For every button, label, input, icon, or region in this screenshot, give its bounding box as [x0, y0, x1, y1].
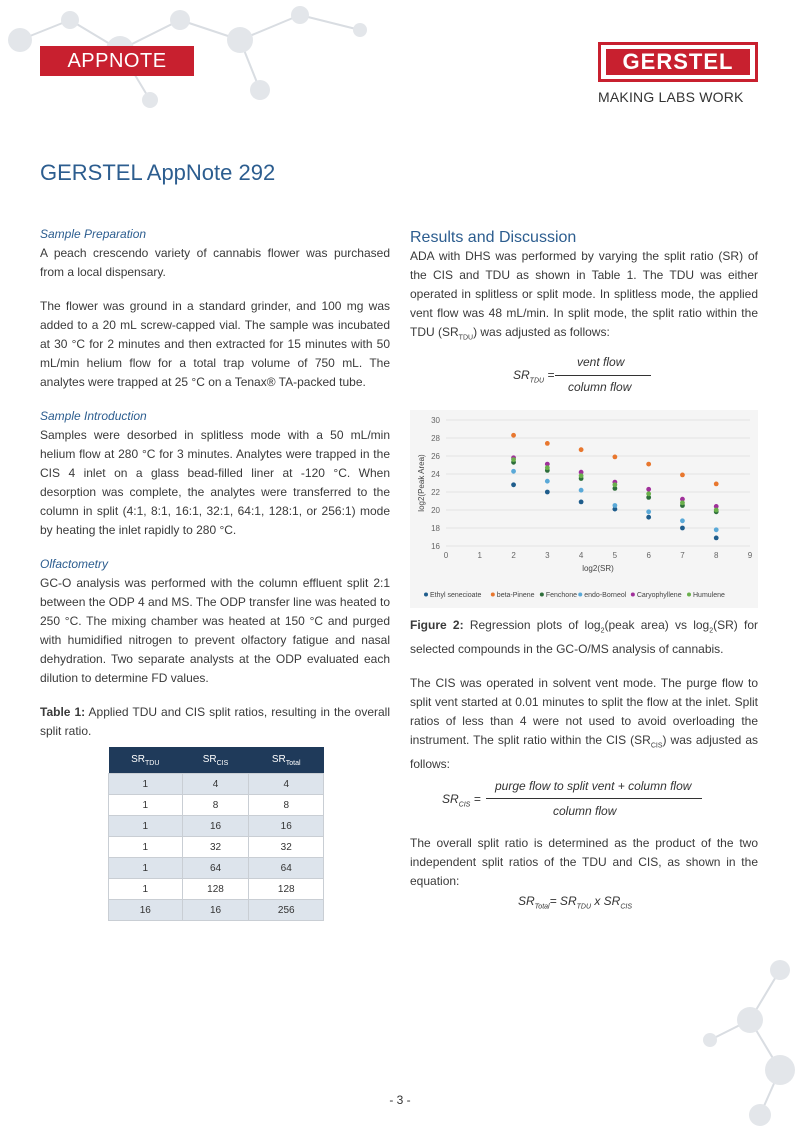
data-point	[545, 490, 550, 495]
table-caption-text: Applied TDU and CIS split ratios, resulting in the overall split ratio.	[40, 705, 390, 738]
page-number: - 3 -	[389, 1093, 411, 1107]
y-tick-label: 16	[431, 542, 440, 551]
section-heading-sample-introduction: Sample Introduction	[40, 409, 147, 423]
x-tick-label: 3	[545, 551, 550, 560]
data-point	[646, 462, 651, 467]
regression-chart	[410, 410, 758, 608]
equation-sr-tdu-numerator: vent flow	[577, 355, 625, 369]
data-point	[579, 473, 584, 478]
x-tick-label: 5	[612, 551, 618, 560]
table-cell: 1	[109, 816, 183, 837]
table-row	[109, 900, 324, 921]
x-tick-label: 8	[713, 551, 719, 560]
data-point	[714, 508, 719, 513]
legend-entry: Humulene	[693, 592, 725, 599]
paragraph: ADA with DHS was performed by varying the split ratio (SR) of the CIS and TDU as shown in Table 1. The TDU was either operated in splitless or split mode. In splitless mode, the applied vent flow was 48 mL/min. In split mode, the split ratio within the TDU $(SR_{TDU})$ was adjusted as follows:	[410, 249, 758, 342]
data-point	[646, 515, 651, 520]
data-point	[680, 518, 685, 523]
table-cell: 128	[182, 879, 249, 900]
table-cell: 1	[109, 837, 183, 858]
paragraph: The CIS was operated in solvent vent mode. The purge flow to split vent started at 0.01 minutes to split the flow at the inlet. Split ratios of less than 4 were not used to avoid overloading the instrument. The split ratio within the CIS $(SR_{CIS})$ was adjusted as follows:	[410, 676, 758, 772]
right-column-bottom	[410, 834, 758, 891]
y-tick-label: 28	[431, 434, 440, 443]
data-point	[579, 447, 584, 452]
equation-sr-tdu-lhs: $SR_{TDU}$ =	[513, 368, 555, 385]
legend-marker	[631, 593, 635, 597]
table-cell: 8	[249, 795, 324, 816]
gerstel-logo	[598, 42, 758, 82]
paragraph: The overall split ratio is determined as the product of the two independent split ratios of the TDU and CIS, as shown in the equation:	[410, 836, 758, 888]
y-tick-label: 24	[431, 470, 440, 479]
data-point	[680, 500, 685, 505]
table-row	[109, 774, 324, 795]
x-tick-label: 2	[511, 551, 516, 560]
table-caption-label: Table 1:	[40, 705, 86, 719]
data-point	[511, 482, 516, 487]
tagline: MAKING LABS WORK	[598, 89, 744, 105]
legend-marker	[491, 593, 495, 597]
table-cell: 4	[249, 774, 324, 795]
x-tick-label: 7	[680, 551, 685, 560]
x-axis-label: log2(SR)	[582, 564, 614, 573]
paragraph: A peach crescendo variety of cannabis flower was purchased from a local dispensary.	[40, 246, 390, 279]
column-header: $SR_{Total}$	[249, 747, 324, 774]
appnote-badge: APPNOTE	[40, 46, 194, 76]
legend-entry: Caryophyllene	[636, 592, 682, 599]
legend-marker	[424, 593, 428, 597]
table-cell: 16	[182, 900, 249, 921]
table-caption	[40, 703, 390, 741]
table-cell: 16	[182, 816, 249, 837]
data-point	[612, 482, 617, 487]
data-point	[545, 441, 550, 446]
legend-entry: Ethyl senecioate	[430, 592, 482, 599]
table-cell: 16	[249, 816, 324, 837]
data-point	[612, 503, 617, 508]
legend-marker	[578, 593, 582, 597]
data-point	[511, 433, 516, 438]
y-tick-label: 30	[431, 416, 440, 425]
table-row	[109, 879, 324, 900]
paragraph: Samples were desorbed in splitless mode with a 50 mL/min helium flow at 280 °C for 3 minutes. Analytes were trapped in the CIS 4 inlet on a glass bead-filled liner at -120 °C. When desorption was complete, the analytes were transferred to the column in split (4:1, 8:1, 16:1, 32:1, 64:1, 128:1, or 256:1) mode by heating the inlet rapidly to 280 °C.	[40, 428, 390, 537]
table-cell: 1	[109, 774, 183, 795]
legend-entry: beta-Pinene	[496, 592, 535, 599]
equation-sr-cis-numerator: purge flow to split vent + column flow	[495, 779, 692, 793]
logo-text: GERSTEL	[606, 49, 750, 75]
equation-sr-cis-denominator: column flow	[553, 804, 617, 818]
data-point	[511, 469, 516, 474]
column-header: $SR_{CIS}$	[182, 747, 249, 774]
right-column-mid	[410, 674, 758, 774]
table-cell: 16	[109, 900, 183, 921]
table-cell: 64	[182, 858, 249, 879]
y-tick-label: 26	[431, 452, 440, 461]
x-tick-label: 9	[747, 551, 753, 560]
fraction-line	[486, 798, 702, 799]
data-point	[714, 527, 719, 532]
equation-sr-total: $SR_{Total}= SR_{TDU}$ x $SR_{CIS}$	[518, 894, 633, 911]
table-cell: 256	[249, 900, 324, 921]
x-tick-label: 4	[578, 551, 584, 560]
table-cell: 128	[249, 879, 324, 900]
table-cell: 1	[109, 858, 183, 879]
data-point	[680, 526, 685, 531]
legend-entry: endo-Borneol	[584, 592, 627, 599]
table-row	[109, 858, 324, 879]
table-cell: 32	[249, 837, 324, 858]
data-point	[579, 500, 584, 505]
page-title: GERSTEL AppNote 292	[40, 160, 276, 185]
table-cell: 8	[182, 795, 249, 816]
x-tick-label: 0	[443, 551, 449, 560]
paragraph: GC-O analysis was performed with the column effluent split 2:1 between the ODP 4 and MS. The ODP transfer line was heated to 250 °C. The mixing chamber was heated at 150 °C and purged with humidified nitrogen to prevent olfactory fatigue and nasal dehydration. Two separate analysts at the ODP evaluated each dilution to determine FD values.	[40, 576, 390, 685]
legend-marker	[540, 593, 544, 597]
table-cell: 64	[249, 858, 324, 879]
split-ratio-table	[108, 747, 324, 921]
figure-label: Figure 2:	[410, 618, 464, 632]
y-tick-label: 22	[431, 488, 440, 497]
data-point	[579, 488, 584, 493]
table-cell: 1	[109, 795, 183, 816]
table-header-row	[109, 747, 324, 774]
legend-entry: Fenchone	[545, 592, 577, 599]
x-tick-label: 6	[646, 551, 651, 560]
data-point	[612, 455, 617, 460]
table-row	[109, 837, 324, 858]
equation-sr-tdu-denominator: column flow	[568, 380, 632, 394]
data-point	[545, 465, 550, 470]
data-point	[511, 457, 516, 462]
data-point	[545, 479, 550, 484]
table-cell: 4	[182, 774, 249, 795]
table-row	[109, 816, 324, 837]
section-heading-olfactometry: Olfactometry	[40, 557, 109, 571]
data-point	[646, 491, 651, 496]
figure-caption: Figure 2: Regression plots of $\log_2(peak$ area) vs $\log_2(SR)$ for selected compounds in the GC-O/MS analysis of cannabis.	[410, 618, 759, 657]
fraction-line	[555, 375, 651, 376]
table-cell: 1	[109, 879, 183, 900]
section-heading-sample-preparation: Sample Preparation	[40, 227, 147, 241]
data-point	[646, 509, 651, 514]
data-point	[646, 487, 651, 492]
table-cell: 32	[182, 837, 249, 858]
column-header: $SR_{TDU}$	[109, 747, 183, 774]
table-row	[109, 795, 324, 816]
data-point	[680, 473, 685, 478]
paragraph: The flower was ground in a standard grinder, and 100 mg was added to a 20 mL screw-capped vial. The sample was incubated at 30 °C for 2 minutes and then extracted for 15 minutes with 50 mL/min helium flow for a total trap volume of 750 mL. The analytes were trapped at 25 °C on a Tenax® TA-packed tube.	[40, 299, 390, 389]
right-column-top	[410, 228, 758, 347]
legend-marker	[687, 593, 691, 597]
x-tick-label: 1	[477, 551, 483, 560]
equation-sr-cis-lhs: $SR_{CIS}$ =	[442, 792, 481, 809]
y-tick-label: 20	[431, 506, 440, 515]
data-point	[714, 482, 719, 487]
data-point	[714, 536, 719, 541]
y-axis-label: log2(Peak Area)	[417, 454, 426, 512]
y-tick-label: 18	[431, 524, 440, 533]
section-heading-results: Results and Discussion	[410, 229, 577, 246]
left-column	[40, 225, 390, 741]
